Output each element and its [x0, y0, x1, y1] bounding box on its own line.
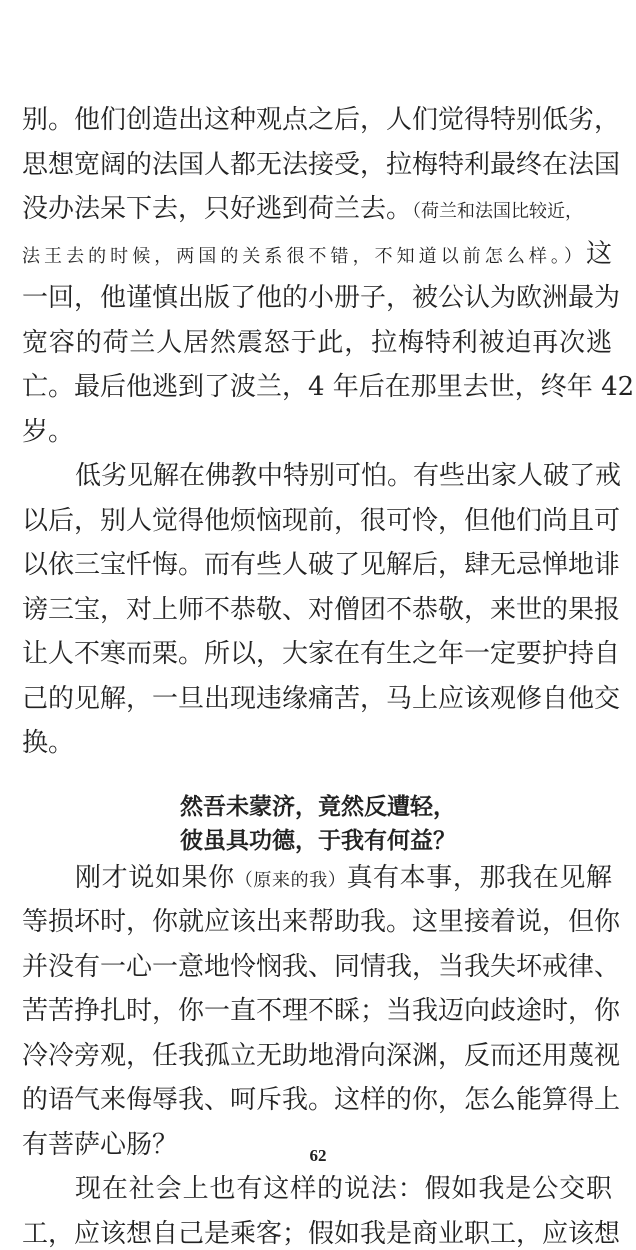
- text-line: 以后，别人觉得他烦恼现前，很可怜，但他们尚且可: [22, 506, 621, 536]
- text-line: 现在社会上也有这样的说法：假如我是公交职: [75, 1174, 612, 1204]
- text-line: 工，应该想自己是乘客；假如我是商业职工，应该想: [22, 1219, 621, 1249]
- text-line: 冷冷旁观，任我孤立无助地滑向深渊，反而还用蔑视: [22, 1041, 621, 1071]
- text-segment: 刚才说如果你: [75, 863, 235, 893]
- text-line: 有菩萨心肠？: [22, 1130, 179, 1160]
- text-line: 让人不寒而栗。所以，大家在有生之年一定要护持自: [22, 639, 621, 669]
- text-line: 谤三宝，对上师不恭敬、对僧团不恭敬，来世的果报: [22, 595, 621, 625]
- text-line: 一回，他谨慎出版了他的小册子，被公认为欧洲最为: [22, 283, 621, 313]
- note-segment: 法王去的时候，两国的关系很不错，不知道以前怎么样。）: [22, 246, 586, 267]
- text-line: [22, 238, 612, 273]
- verse-line: 彼虽具功德，于我有何益？: [180, 828, 456, 854]
- text-line: 宽容的荷兰人居然震怒于此，拉梅特利被迫再次逃: [22, 328, 612, 358]
- text-line: 低劣见解在佛教中特别可怕。有些出家人破了戒: [75, 461, 622, 491]
- text-line: [75, 862, 612, 897]
- text-line: 的语气来侮辱我、呵斥我。这样的你，怎么能算得上: [22, 1085, 621, 1115]
- verse-line: 然吾未蒙济，竟然反遭轻，: [180, 794, 456, 820]
- note-segment: （原来的我）: [234, 870, 347, 891]
- text-line: 苦苦挣扎时，你一直不理不睬；当我迈向歧途时，你: [22, 996, 621, 1026]
- text-line: 并没有一心一意地怜悯我、同情我，当我失坏戒律、: [22, 952, 621, 982]
- text-segment: 真有本事，那我在见解: [346, 863, 612, 893]
- text-line: 换。: [22, 728, 75, 758]
- text-line: 思想宽阔的法国人都无法接受，拉梅特利最终在法国: [22, 150, 621, 180]
- text-line: 岁。: [22, 417, 75, 447]
- text-line: 别。他们创造出这种观点之后，人们觉得特别低劣，: [22, 105, 621, 135]
- text-line: 以依三宝忏悔。而有些人破了见解后，肆无忌惮地诽: [22, 550, 621, 580]
- text-segment: 没办法呆下去，只好逃到荷兰去。: [22, 194, 413, 224]
- text-line: 己的见解，一旦出现违缘痛苦，马上应该观修自他交: [22, 684, 621, 714]
- page-number: 62: [309, 1146, 327, 1165]
- note-segment: （荷兰和法国比较近，: [412, 201, 584, 222]
- text-segment: 这: [585, 239, 612, 269]
- text-line: [22, 193, 612, 223]
- text-line: 亡。最后他逃到了波兰，4 年后在那里去世，终年 42: [22, 372, 635, 402]
- text-line: 等损坏时，你就应该出来帮助我。这里接着说，但你: [22, 907, 621, 937]
